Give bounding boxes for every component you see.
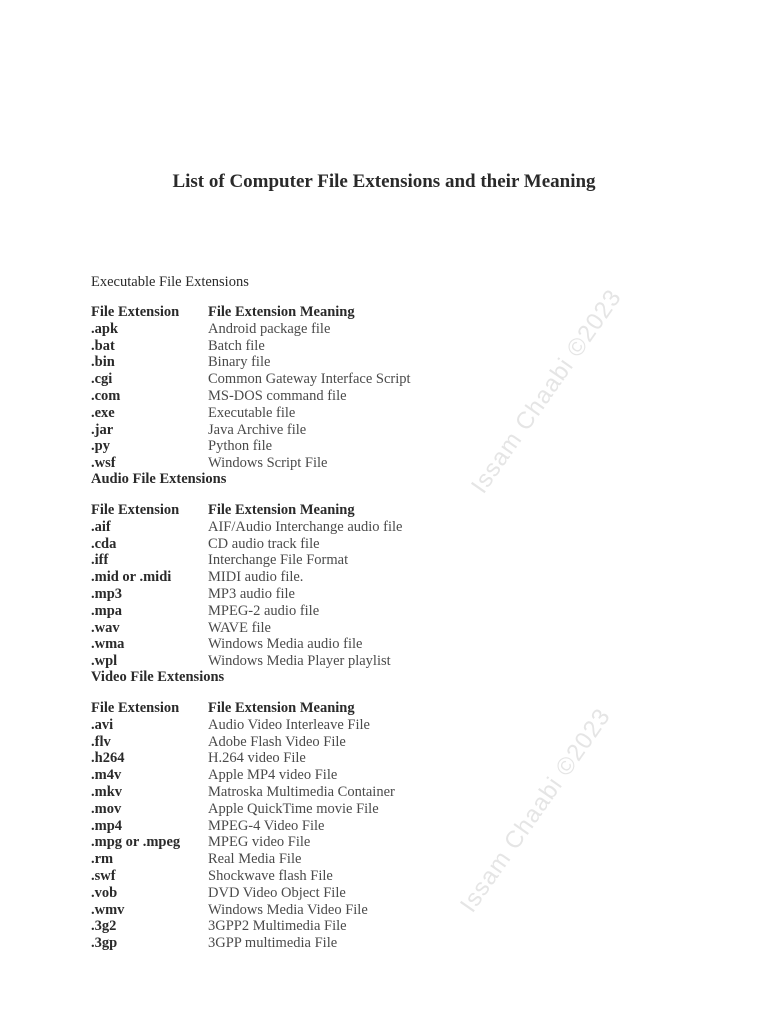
table-row [91,354,411,371]
file-meaning-cell: Windows Media Player playlist [208,653,391,670]
table-row [91,455,411,472]
file-meaning-cell: Windows Media Video File [208,901,368,918]
file-meaning-cell: MPEG-4 Video File [208,817,325,834]
file-extension-cell: .bat [91,337,115,354]
file-extension-cell: .mp3 [91,585,123,602]
table-row [91,405,411,422]
file-meaning-cell: WAVE file [208,619,271,636]
audio-table [91,502,402,670]
table-row [91,834,395,851]
table-row [91,438,411,455]
table-row [91,717,395,734]
file-meaning-cell: MP3 audio file [208,585,295,602]
file-extension-cell: .rm [91,851,114,868]
file-extension-cell: .cgi [91,371,113,388]
file-extension-cell: .mpg or .mpeg [91,834,181,851]
file-meaning-cell: DVD Video Object File [208,884,346,901]
page-title: List of Computer File Extensions and their Meaning [172,171,596,192]
file-meaning-cell: Executable file [208,404,296,421]
file-extension-cell: .bin [91,354,115,371]
file-meaning-cell: Java Archive file [208,421,307,438]
file-extension-cell: .h264 [91,750,125,767]
video-section-heading: Video File Extensions [91,669,225,685]
executable-section-heading: Executable File Extensions [91,274,249,290]
table-row [91,620,402,637]
table-row [91,338,411,355]
column-header-extension: File Extension [91,700,180,716]
executable-table [91,304,411,472]
table-row [91,918,395,935]
file-extension-cell: .flv [91,733,111,750]
file-extension-cell: .wma [91,636,125,653]
table-header-row [91,700,395,717]
file-extension-cell: .wsf [91,455,116,472]
file-meaning-cell: Matroska Multimedia Container [208,783,395,800]
file-extension-cell: .3g2 [91,918,117,935]
table-row [91,636,402,653]
file-extension-cell: .wav [91,619,120,636]
table-row [91,885,395,902]
audio-section-heading: Audio File Extensions [91,471,227,487]
table-row [91,388,411,405]
table-row [91,552,402,569]
video-table [91,700,395,952]
file-meaning-cell: Adobe Flash Video File [208,733,346,750]
file-meaning-cell: Common Gateway Interface Script [208,371,411,388]
file-extension-cell: .mkv [91,783,123,800]
file-extension-cell: .mov [91,800,122,817]
table-row [91,851,395,868]
file-meaning-cell: Apple MP4 video File [208,767,338,784]
file-extension-cell: .iff [91,552,109,569]
table-row [91,734,395,751]
table-row [91,767,395,784]
file-meaning-cell: Interchange File Format [208,552,349,569]
file-meaning-cell: MPEG video File [208,834,311,851]
file-meaning-cell: Binary file [208,354,271,371]
file-extension-cell: .wmv [91,901,125,918]
file-extension-cell: .mp4 [91,817,123,834]
table-row [91,586,402,603]
file-meaning-cell: 3GPP2 Multimedia File [208,918,347,935]
watermark-bottom: Issam Chaabi ©2023 [455,703,617,918]
table-row [91,818,395,835]
file-extension-cell: .mid or .midi [91,569,172,586]
table-row [91,371,411,388]
file-extension-cell: .wpl [91,653,118,670]
table-row [91,750,395,767]
file-extension-cell: .mpa [91,602,123,619]
table-row [91,422,411,439]
file-meaning-cell: Android package file [208,320,331,337]
file-extension-cell: .cda [91,535,117,552]
table-row [91,902,395,919]
file-extension-cell: .com [91,387,121,404]
file-extension-cell: .vob [91,884,118,901]
column-header-meaning: File Extension Meaning [208,502,355,518]
table-row [91,603,402,620]
column-header-extension: File Extension [91,502,180,518]
file-meaning-cell: MPEG-2 audio file [208,602,320,619]
file-meaning-cell: Real Media File [208,851,302,868]
file-meaning-cell: Python file [208,438,273,455]
file-meaning-cell: Apple QuickTime movie File [208,800,379,817]
file-meaning-cell: Windows Media audio file [208,636,363,653]
file-meaning-cell: Audio Video Interleave File [208,716,370,733]
column-header-meaning: File Extension Meaning [208,700,355,716]
table-row [91,519,402,536]
file-extension-cell: .aif [91,518,111,535]
table-row [91,653,402,670]
table-header-row [91,502,402,519]
file-meaning-cell: MS-DOS command file [208,387,347,404]
file-extension-cell: .exe [91,404,115,421]
file-meaning-cell: CD audio track file [208,535,320,552]
table-row [91,868,395,885]
file-meaning-cell: 3GPP multimedia File [208,935,338,952]
table-row [91,569,402,586]
table-row [91,784,395,801]
file-meaning-cell: AIF/Audio Interchange audio file [208,518,403,535]
file-extension-cell: .jar [91,421,114,438]
file-extension-cell: .swf [91,867,116,884]
table-row [91,321,411,338]
table-header-row [91,304,411,321]
file-extension-cell: .3gp [91,935,118,952]
file-extension-cell: .apk [91,320,119,337]
file-meaning-cell: MIDI audio file. [208,569,304,586]
watermark-top: Issam Chaabi ©2023 [466,284,628,499]
file-meaning-cell: Shockwave flash File [208,867,333,884]
table-row [91,536,402,553]
file-extension-cell: .avi [91,716,114,733]
column-header-meaning: File Extension Meaning [208,304,355,320]
table-row [91,801,395,818]
file-extension-cell: .py [91,438,110,455]
file-meaning-cell: H.264 video File [208,750,306,767]
file-meaning-cell: Windows Script File [208,455,328,472]
table-row [91,935,395,952]
column-header-extension: File Extension [91,304,180,320]
file-extension-cell: .m4v [91,767,122,784]
file-meaning-cell: Batch file [208,337,265,354]
